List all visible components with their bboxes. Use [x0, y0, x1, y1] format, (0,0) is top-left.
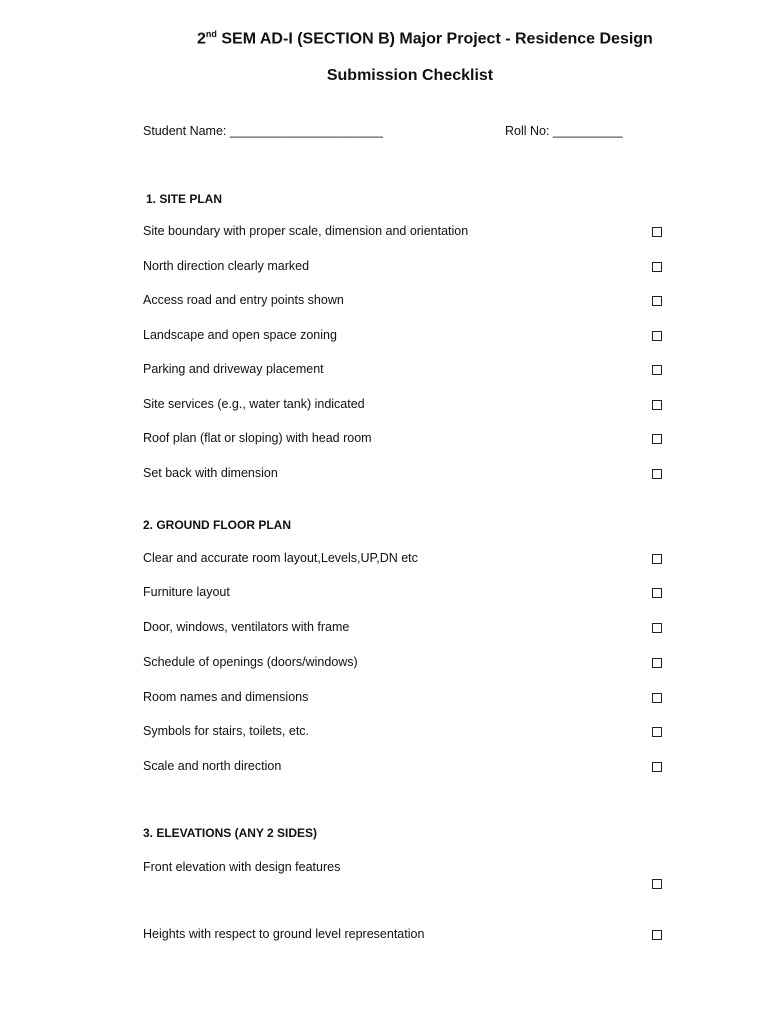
checklist-item-label: Heights with respect to ground level representation [143, 927, 425, 941]
checkbox[interactable] [652, 623, 662, 633]
checkbox[interactable] [652, 365, 662, 375]
checklist-item-label: Room names and dimensions [143, 690, 309, 704]
checkbox[interactable] [652, 227, 662, 237]
checklist-item-label: Site boundary with proper scale, dimension and orientation [143, 224, 469, 238]
checkbox[interactable] [652, 262, 662, 272]
checklist-item-label: Door, windows, ventilators with frame [143, 620, 350, 634]
checklist-item-label: Set back with dimension [143, 466, 278, 480]
section-heading-site-plan: 1. SITE PLAN [146, 192, 223, 206]
checklist-item-label: Symbols for stairs, toilets, etc. [143, 724, 310, 738]
checklist-item-label: Access road and entry points shown [143, 293, 344, 307]
checkbox[interactable] [652, 469, 662, 479]
checkbox[interactable] [652, 930, 662, 940]
checklist-item-label: North direction clearly marked [143, 259, 310, 273]
checklist-item-label: Roof plan (flat or sloping) with head room [143, 431, 372, 445]
checklist-item-label: Clear and accurate room layout,Levels,UP,DN etc [143, 551, 418, 565]
section-heading-ground-floor-plan: 2. GROUND FLOOR PLAN [143, 518, 292, 532]
section-heading-elevations: 3. ELEVATIONS (ANY 2 SIDES) [143, 826, 318, 840]
document-title: 2nd SEM AD-I (SECTION B) Major Project - Residence Design [197, 29, 653, 48]
checkbox[interactable] [652, 727, 662, 737]
checklist-item-label: Schedule of openings (doors/windows) [143, 655, 358, 669]
checkbox[interactable] [652, 693, 662, 703]
checkbox[interactable] [652, 554, 662, 564]
checkbox[interactable] [652, 400, 662, 410]
checklist-item-label: Scale and north direction [143, 759, 282, 773]
checklist-item-label: Parking and driveway placement [143, 362, 324, 376]
roll-no-field: Roll No: __________ [505, 124, 623, 138]
checkbox[interactable] [652, 434, 662, 444]
checkbox[interactable] [652, 762, 662, 772]
checkbox[interactable] [652, 658, 662, 668]
document-subtitle: Submission Checklist [326, 67, 494, 84]
checkbox[interactable] [652, 296, 662, 306]
checklist-item-label: Landscape and open space zoning [143, 328, 337, 342]
student-name-field: Student Name: ______________________ [143, 124, 383, 138]
checkbox[interactable] [652, 879, 662, 889]
checkbox[interactable] [652, 331, 662, 341]
checklist-item-label: Front elevation with design features [143, 860, 341, 874]
checklist-item-label: Furniture layout [143, 585, 230, 599]
checklist-item-label: Site services (e.g., water tank) indicated [143, 397, 365, 411]
checkbox[interactable] [652, 588, 662, 598]
